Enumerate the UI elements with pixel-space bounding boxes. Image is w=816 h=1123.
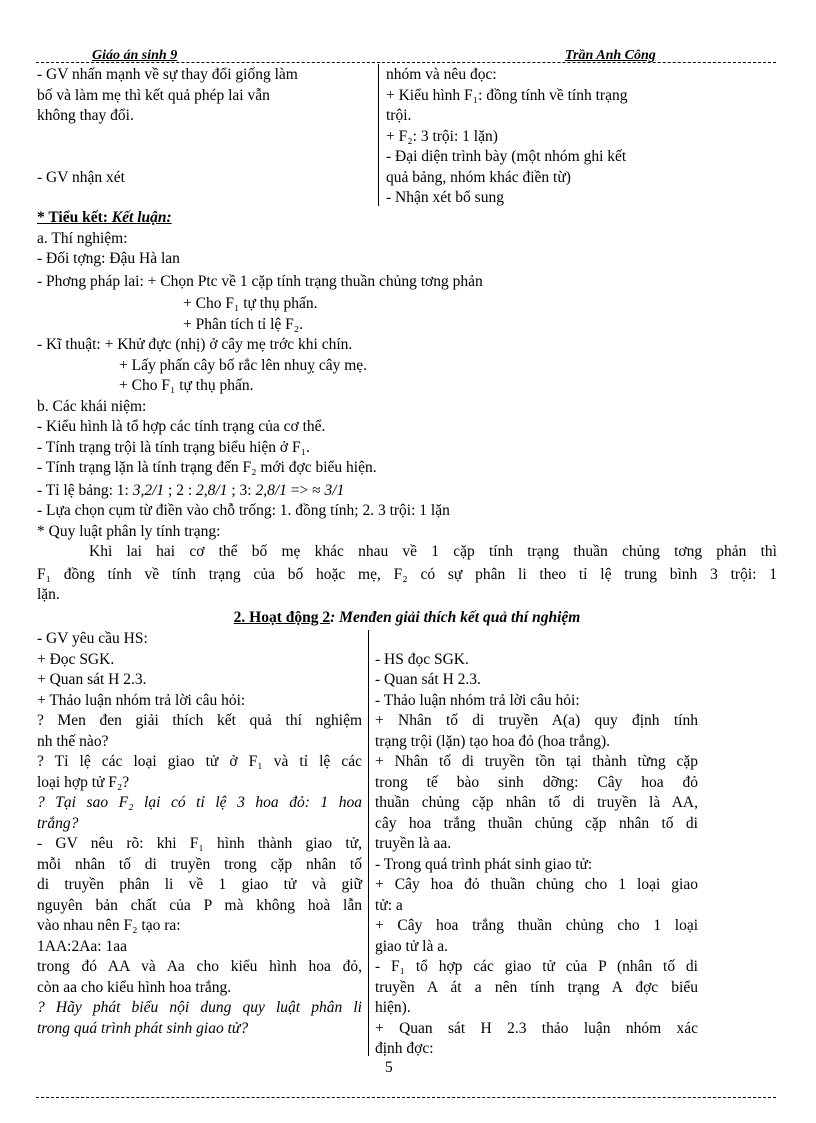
top-left-column: [37, 65, 373, 188]
bottom-left-column: [37, 629, 362, 1039]
bottom-right-line: + Cây hoa đỏ thuần chủng cho 1 loại giao: [375, 876, 698, 893]
top-right-line: nhóm và nêu đọc:: [386, 66, 497, 83]
top-left-line: - GV nhận xét: [37, 168, 125, 186]
bottom-right-column: [375, 629, 698, 1060]
bottom-left-line: mỗi nhân tố di truyền trong cặp nhân tố: [37, 855, 362, 873]
bottom-right-line: cây hoa trắng thuần chủng cặp nhân tố di: [375, 814, 698, 832]
activity-2-title: 2. Hoạt động 2: Menđen giải thích kết quả thí nghiệm: [233, 609, 581, 626]
concepts-title: b. Các khái niệm:: [37, 397, 147, 415]
bottom-left-line: + Thảo luận nhóm trả lời câu hỏi:: [37, 691, 246, 709]
top-right-line: trội.: [386, 107, 412, 124]
bottom-right-line: thuần chủng cặp nhân tố di truyền là AA,: [375, 794, 698, 811]
top-right-line: - Nhận xét bổ sung: [386, 189, 504, 206]
bottom-left-line: nh thế nào?: [37, 732, 109, 750]
method-line-1: - Phơng pháp lai: + Chọn Ptc về 1 cặp tính trạng thuần chủng tơng phản: [37, 272, 483, 290]
bottom-left-line: còn aa cho kiểu hình hoa trắng.: [37, 978, 232, 996]
method-line-2: + Cho F₁ tự thụ phấn.: [183, 295, 318, 312]
concept-1: - Kiểu hình là tổ hợp các tính trạng của cơ thể.: [37, 418, 326, 435]
bottom-left-line: ? Tỉ lệ các loại giao tử ở F₁ và tỉ lệ các: [37, 753, 362, 770]
bottom-right-line: giao tử là a.: [375, 937, 448, 955]
top-right-line: + F₂: 3 trội: 1 lặn): [386, 127, 498, 145]
top-left-line: [37, 127, 373, 148]
concept-2: - Tính trạng trội là tính trạng biểu hiện ở F₁.: [37, 438, 310, 456]
top-right-line: + Kiểu hình F₁: đồng tính về tính trạng: [386, 86, 628, 104]
fill-choice-line: - Lựa chọn cụm từ điền vào chỗ trống: 1. đồng tính; 2. 3 trội: 1 lặn: [37, 502, 450, 519]
top-right-line: - Đại diện trình bày (một nhóm ghi kết: [386, 148, 627, 165]
bottom-right-line: - Quan sát H 2.3.: [375, 671, 481, 688]
page-number: 5: [385, 1059, 393, 1076]
bottom-right-line: - F₁ tổ hợp các giao tử của P (nhân tố di: [375, 958, 698, 975]
bottom-right-line: [375, 629, 698, 650]
law-text-line-2: F₁ đồng tính về tính trạng của bố hoặc mẹ, F₂ có sự phân li theo tỉ lệ trung bình 3 trội: 1: [37, 565, 777, 583]
bottom-left-line: trong đó AA và Aa cho kiểu hình hoa đỏ,: [37, 958, 362, 975]
bottom-left-line: ? Hãy phát biểu nội dung quy luật phân li: [37, 999, 362, 1016]
summary-heading: * Tiểu kết: Kết luận:: [37, 209, 172, 226]
technique-line-1: - Kĩ thuật: + Khử đực (nhị) ở cây mẹ trớc khi chín.: [37, 336, 353, 353]
law-title: * Quy luật phân ly tính trạng:: [37, 522, 221, 540]
top-table-divider: [378, 64, 379, 206]
top-left-line: bố và làm mẹ thì kết quả phép lai vẫn: [37, 86, 270, 104]
bottom-left-line: - GV nêu rõ: khi F₁ hình thành giao tử,: [37, 835, 362, 852]
bottom-left-line: + Quan sát H 2.3.: [37, 671, 147, 688]
bottom-right-line: hiện).: [375, 999, 411, 1016]
header-left: Giáo án sinh 9: [92, 48, 178, 63]
technique-line-3: + Cho F₁ tự thụ phấn.: [119, 377, 254, 394]
bottom-right-line: trong tế bào sinh dỡng: Cây hoa đỏ: [375, 773, 698, 791]
bottom-right-line: truyền A át a nên tính trạng A đợc biểu: [375, 978, 698, 996]
bottom-right-line: + Cây hoa trắng thuần chủng cho 1 loại: [375, 917, 698, 934]
technique-line-2: + Lấy phấn cây bố rắc lên nhuỵ cây mẹ.: [119, 356, 368, 374]
method-line-3: + Phân tích tỉ lệ F₂.: [183, 315, 304, 333]
header-divider: [36, 62, 776, 63]
bottom-left-line: nguyên bản chất của P mà không hoà lẫn: [37, 896, 362, 914]
top-right-line: quả bảng, nhóm khác điền từ): [386, 168, 571, 186]
bottom-left-line: ? Tại sao F₂ lại có tỉ lệ 3 hoa đỏ: 1 hoa: [37, 794, 362, 811]
bottom-left-line: vào nhau nên F₂ tạo ra:: [37, 917, 181, 934]
ratio-line: - Tỉ lệ bảng: 1: 3,2/1 ; 2 : 2,8/1 ; 3: 2,8/1 => ≈ 3/1: [37, 481, 345, 499]
bottom-right-line: định đợc:: [375, 1040, 434, 1057]
footer-divider: [36, 1097, 776, 1098]
top-left-line: [37, 147, 373, 168]
bottom-right-line: - HS đọc SGK.: [375, 650, 469, 668]
bottom-right-line: + Quan sát H 2.3 thảo luận nhóm xác: [375, 1019, 698, 1037]
top-left-line: - GV nhấn mạnh về sự thay đổi giống làm: [37, 66, 298, 83]
summary-section: [37, 208, 777, 606]
bottom-left-line: di truyền phân li về 1 giao tử và giữ: [37, 876, 362, 893]
experiment-title: a. Thí nghiệm:: [37, 229, 128, 247]
experiment-subject: - Đối tợng: Đậu Hà lan: [37, 250, 180, 267]
bottom-right-line: + Nhân tố di truyền tồn tại thành từng cặp: [375, 753, 698, 770]
bottom-left-line: ? Men đen giải thích kết quả thí nghiệm: [37, 712, 362, 729]
bottom-right-line: - Trong quá trình phát sinh giao tử:: [375, 855, 593, 873]
bottom-left-line: 1AA:2Aa: 1aa: [37, 937, 127, 955]
bottom-table-divider: [368, 630, 369, 1056]
bottom-left-line: trong quá trình phát sinh giao tử?: [37, 1019, 249, 1037]
bottom-right-line: tử: a: [375, 896, 403, 914]
bottom-left-line: loại hợp tử F₂?: [37, 773, 130, 791]
bottom-right-line: trạng trội (lặn) tạo hoa đỏ (hoa trắng).: [375, 732, 610, 750]
bottom-right-line: truyền là aa.: [375, 835, 452, 852]
concept-3: - Tính trạng lặn là tính trạng đến F₂ mới đợc biểu hiện.: [37, 459, 377, 476]
bottom-left-line: + Đọc SGK.: [37, 650, 115, 668]
law-text-line-3: lặn.: [37, 586, 60, 603]
bottom-left-line: trắng?: [37, 814, 79, 832]
bottom-left-line: - GV yêu cầu HS:: [37, 630, 148, 647]
law-text-line-1: Khi lai hai cơ thể bố mẹ khác nhau về 1 cặp tính trạng thuần chủng tơng phản thì: [89, 543, 777, 560]
top-left-line: không thay đổi.: [37, 107, 134, 124]
header-right: Trần Anh Công: [565, 48, 656, 63]
bottom-right-line: - Thảo luận nhóm trả lời câu hỏi:: [375, 691, 580, 709]
bottom-right-line: + Nhân tố di truyền A(a) quy định tính: [375, 712, 698, 729]
top-right-column: [386, 65, 706, 209]
